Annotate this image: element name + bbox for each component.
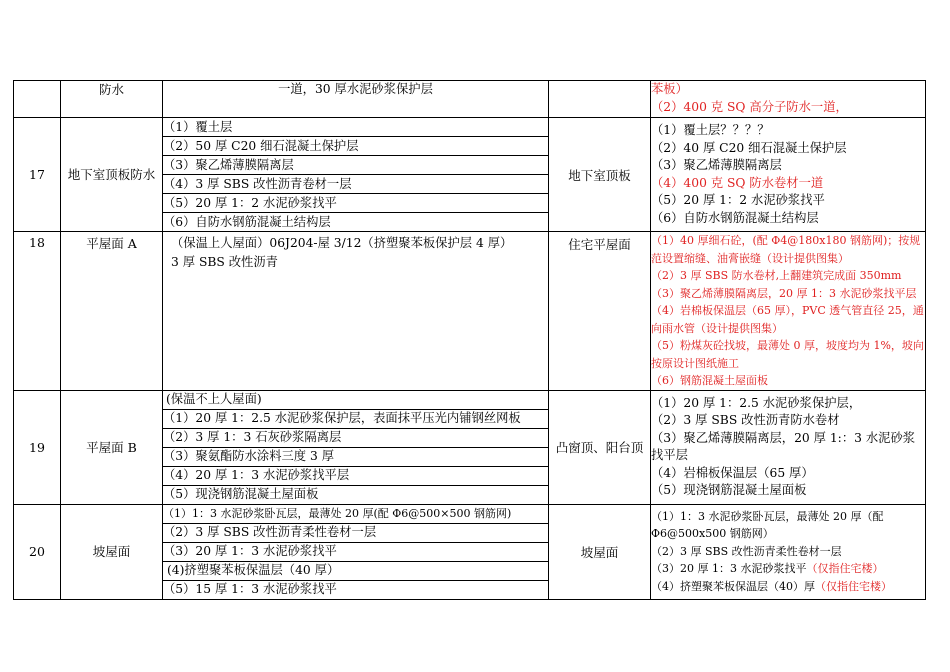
item-name: 平屋面 B (61, 390, 163, 504)
revised-note: （仅指住宅楼） (806, 562, 884, 576)
revised-line: （1）20 厚 1：2.5 水泥砂浆保护层， (651, 395, 862, 410)
revised-line (651, 578, 925, 596)
row-number: 18 (14, 232, 61, 391)
item-name: 地下室顶板防水 (61, 118, 163, 232)
revised-line: （2）40 厚 C20 细石混凝土保护层 (651, 140, 847, 155)
item-name: 坡屋面 (61, 504, 163, 599)
revised-text: （4）挤塑聚苯板保温层（40）厚 (651, 579, 815, 593)
revised-line: （5）20 厚 1：2 水泥砂浆找平 (651, 193, 825, 207)
revised-line: （4）岩棉板保温层（65 厚） (651, 465, 814, 480)
layer-item: （3）20 厚 1：3 水泥砂浆找平 (163, 542, 548, 561)
spec-cell: （保温上人屋面）06J204-屋 3/12（挤塑聚苯板保护层 4 厚）3 厚 SBS 改性沥青 (163, 232, 549, 391)
revised-line: （1）40 厚细石砼，(配 Φ4@180x180 钢筋网)；按规范设置缩缝、油膏嵌缝（设计提供图集） (651, 234, 921, 265)
revised-line: （5）现浇钢筋混凝土屋面板 (651, 483, 807, 497)
layer-item: （5）15 厚 1：3 水泥砂浆找平 (163, 582, 337, 596)
revised-line: （1）覆土层？？？？ (651, 123, 770, 137)
revised-note: （仅指住宅楼） (815, 579, 892, 593)
revised-line (651, 560, 925, 578)
revised-spec (651, 118, 926, 232)
location-cell: 地下室顶板 (549, 118, 651, 232)
location-cell: 住宅平屋面 (549, 232, 651, 391)
table-row (14, 504, 926, 599)
revised-text: （3）20 厚 1：3 水泥砂浆找平 (651, 562, 807, 576)
layer-item: (4)挤塑聚苯板保温层（40 厚） (163, 561, 548, 580)
layer-item: （2）3 厚 SBS 改性沥青柔性卷材一层 (163, 523, 548, 542)
revised-line: （6）钢筋混凝土屋面板 (651, 374, 768, 387)
revised-line: （4）400 克 SQ 防水卷材一道 (651, 175, 824, 190)
item-name: 平屋面 A (61, 232, 163, 391)
layer-item: （1）覆土层 (163, 118, 548, 137)
revised-line: （4）岩棉板保温层（65 厚），PVC 透气管直径 25，通向雨水管（设计提供图集） (651, 304, 924, 335)
revised-line: （2）3 厚 SBS 防水卷材,上翻建筑完成面 350mm (651, 269, 902, 282)
revised-line: （3）聚乙烯薄膜隔离层 (651, 158, 782, 172)
revised-line: 苯板） (651, 82, 688, 96)
row-number: 19 (14, 390, 61, 504)
revised-line: （6）自防水钢筋混凝土结构层 (651, 210, 819, 225)
table-row (14, 118, 926, 232)
layer-list (163, 118, 549, 232)
layer-list (163, 504, 549, 599)
layer-list (163, 390, 549, 504)
revised-line: （5）粉煤灰砼找坡，最薄处 0 厚，坡度均为 1%，坡向按原设计图纸施工 (651, 339, 924, 370)
layer-item: （1）1：3 水泥砂浆卧瓦层，最薄处 20 厚(配 Φ6@500×500 钢筋网) (163, 505, 548, 524)
location-cell: 凸窗顶、阳台顶 (549, 390, 651, 504)
revised-line: （3）聚乙烯薄膜隔离层，20 厚 1:：3 水泥砂浆找平层 (651, 430, 916, 462)
revised-spec (651, 81, 926, 118)
layer-item: (保温不上人屋面) (163, 391, 548, 410)
layer-item: （5）现浇钢筋混凝土屋面板 (163, 487, 319, 501)
revised-line: （1）1：3 水泥砂浆卧瓦层，最薄处 20 厚（配 Φ6@500x500 钢筋网） (651, 509, 884, 541)
revised-spec (651, 390, 926, 504)
layer-item: （5）20 厚 1：2 水泥砂浆找平 (163, 194, 548, 213)
row-number: 17 (14, 118, 61, 232)
table-row (14, 81, 926, 118)
revised-spec (651, 504, 926, 599)
spec-table (13, 80, 926, 600)
layer-item: （6）自防水钢筋混凝土结构层 (163, 214, 331, 229)
layer-item: （3）聚乙烯薄膜隔离层 (163, 156, 548, 175)
row-number: 20 (14, 504, 61, 599)
layer-item: （4）20 厚 1：3 水泥砂浆找平层 (163, 466, 548, 485)
revised-line: （2）400 克 SQ 高分子防水一道， (651, 99, 848, 114)
revised-spec (651, 232, 926, 391)
layer-item: （2）50 厚 C20 细石混凝土保护层 (163, 137, 548, 156)
location-cell: 坡屋面 (549, 504, 651, 599)
row-number-cell (14, 81, 61, 118)
spec-cell: 一道，30 厚水泥砂浆保护层 (163, 81, 549, 118)
item-name: 防水 (61, 81, 163, 118)
table-row (14, 232, 926, 391)
revised-line: （3）聚乙烯薄膜隔离层，20 厚 1：3 水泥砂浆找平层 (651, 286, 917, 300)
layer-item: （4）3 厚 SBS 改性沥青卷材一层 (163, 175, 548, 194)
location-cell (549, 81, 651, 118)
layer-item: （1）20 厚 1：2.5 水泥砂浆保护层，表面抹平压光内铺钢丝网板 (163, 409, 548, 428)
revised-line: （2）3 厚 SBS 改性沥青柔性卷材一层 (651, 544, 842, 558)
layer-item: （2）3 厚 1：3 石灰砂浆隔离层 (163, 428, 548, 447)
table-row (14, 390, 926, 504)
revised-line: （2）3 厚 SBS 改性沥青防水卷材 (651, 413, 840, 427)
layer-item: （3）聚氨酯防水涂料三度 3 厚 (163, 447, 548, 466)
